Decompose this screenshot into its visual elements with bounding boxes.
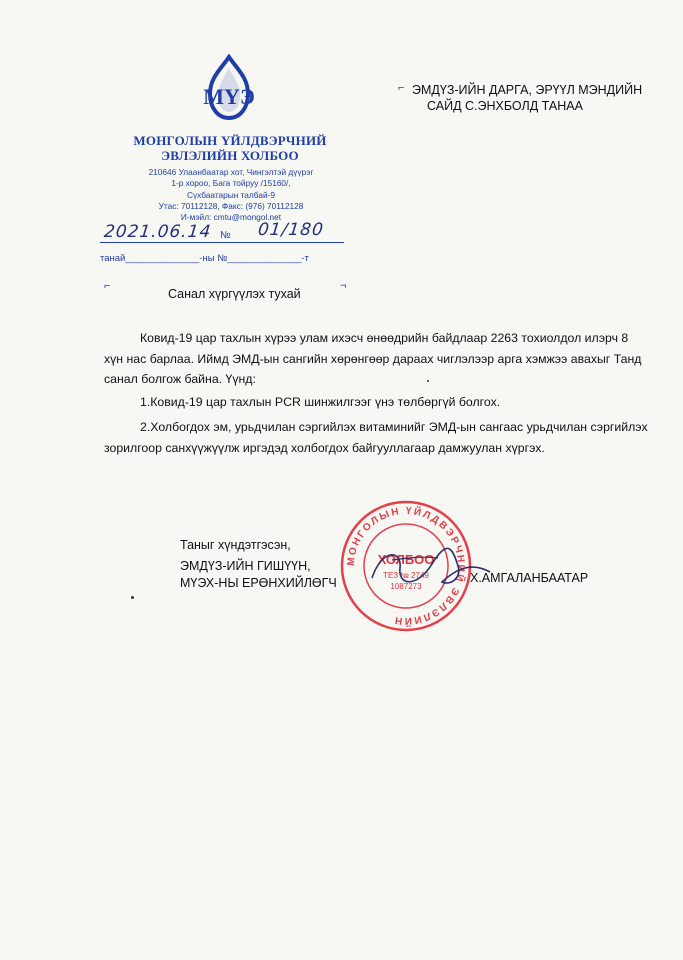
stamp-center-text: ХОЛБОО — [377, 552, 435, 567]
addressee-line2: САЙД С.ЭНХБОЛД ТАНАА — [427, 98, 583, 113]
closing-greeting: Таныг хүндэтгэсэн, — [180, 538, 291, 552]
signer-name: Х.АМГАЛАНБААТАР — [470, 571, 589, 585]
email-line: И-мэйл: cmtu@mongol.net — [180, 212, 282, 223]
your-reference-line: танай______________-ны №______________-т — [100, 253, 309, 264]
corner-mark-left: ⌐ — [104, 280, 111, 292]
signer-title-line1: ЭМДҮЗ-ИЙН ГИШҮҮН, — [180, 559, 311, 573]
scan-speck — [131, 596, 134, 599]
corner-mark-addressee: ⌐ — [398, 82, 405, 94]
addressee-block — [412, 83, 652, 114]
addressee-line1: ЭМДҮЗ-ИЙН ДАРГА, ЭРҮҮЛ МЭНДИЙН — [412, 83, 643, 97]
stamp-code-line: 1087273 — [390, 582, 422, 591]
corner-mark-right: ¬ — [340, 280, 347, 292]
number-label: № — [220, 230, 231, 241]
org-name-line1: МОНГОЛЫН ҮЙЛДВЭРЧНИЙ — [133, 133, 327, 148]
stamp-outer-text: МОНГОЛЫН ҮЙЛДВЭРЧНИЙ ЭВЛЭЛИЙН — [345, 505, 467, 627]
letter-subject: Санал хүргүүлэх тухай — [168, 287, 301, 301]
signature-block — [180, 537, 337, 592]
phone-line: Утас: 70112128, Факс: (976) 70112128 — [158, 200, 304, 211]
org-name-line2: ЭВЛЭЛИЙН ХОЛБОО — [161, 148, 299, 163]
address-line1: 210646 Улаанбаатар хот, Чингэлтэй дүүрэг — [148, 167, 314, 177]
letter-body — [104, 328, 650, 458]
scan-speck — [427, 380, 429, 382]
handwritten-number: 01/180 — [256, 220, 325, 240]
list-item: 1.Ковид-19 цар тахлын PCR шинжилгээг үнэ төлбөргүй болгох. — [140, 394, 501, 409]
list-item: 2.Холбогдох эм, урьдчилан сэргийлэх витаминийг ЭМД-ын сангаас урьдчилан сэргийлэх зорилгоор санхүүжүүлж иргэдэд холбогдох байгууллагаар дамжуулан хүргэх. — [104, 420, 648, 455]
address-line2: 1-р хороо, Бага тойруу /15160/, — [171, 178, 291, 189]
address-line3: Сүхбаатарын талбай-9 — [187, 189, 275, 200]
handwritten-date: 2021.06.14 — [102, 222, 213, 242]
logo-letters: МҮЭ — [203, 84, 255, 109]
stamp-reg-line: ТЕЗ № 2749 — [383, 571, 429, 580]
date-underline — [100, 240, 344, 243]
signer-title-line2: МҮЭХ-НЫ ЕРӨНХИЙЛӨГЧ — [180, 576, 337, 590]
handwritten-signature — [362, 538, 502, 598]
org-contact — [118, 167, 344, 223]
org-name — [110, 133, 350, 163]
organization-logo — [196, 54, 262, 134]
body-paragraph: Ковид-19 цар тахлын хүрээ улам ихэсч өнөөдрийн байдлаар 2263 тохиолдол илэрч 8 хүн нас барлаа. Иймд ЭМД-ын сангийн хөрөнгөөр дараах чиглэлээр арга хэмжээ авахыг Танд санал болгож байна. Үүнд: — [104, 331, 642, 386]
